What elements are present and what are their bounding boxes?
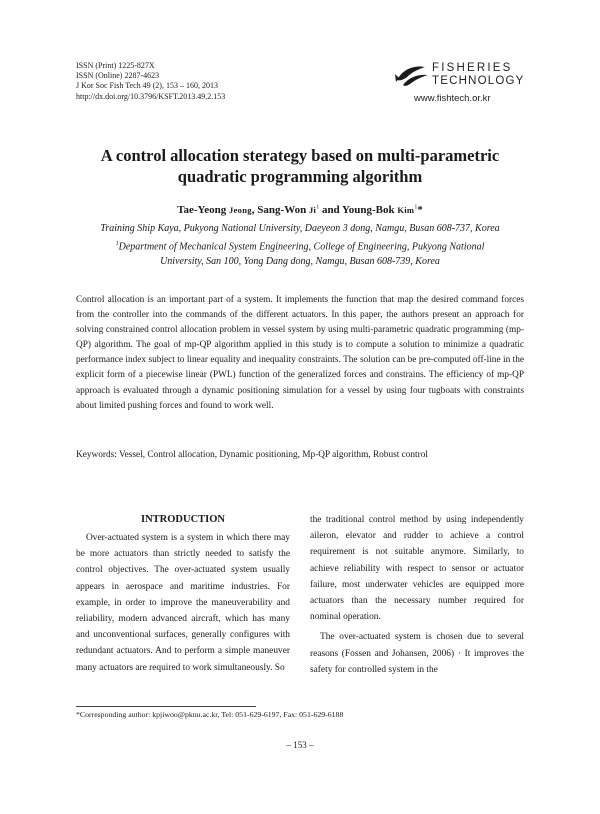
author-2-affiliation-mark: 1	[316, 204, 320, 211]
corresponding-author-footnote: *Corresponding author: kpjiwoo@pknu.ac.kr, Tel: 051-629-6197, Fax: 051-629-6188	[76, 710, 344, 719]
affiliation-2-text: Department of Mechanical System Engineering, College of Engineering, Pukyong National	[118, 240, 485, 252]
author-3-affiliation-mark: 1	[414, 204, 418, 211]
affiliation-2	[60, 237, 540, 255]
journal-website-link[interactable]: www.fishtech.or.kr	[414, 93, 491, 104]
affiliation-2-continued: University, San 100, Yong Dang dong, Namgu, Busan 608-739, Korea	[160, 256, 440, 268]
footnote-divider	[76, 706, 256, 707]
affiliation-2-mark: 1	[115, 240, 119, 247]
fish-logo-icon	[394, 60, 430, 90]
doi-link[interactable]: http://dx.doi.org/10.3796/KSFT.2013.49.2.153	[76, 91, 226, 101]
corresponding-author-mark: *	[417, 204, 423, 216]
keywords: Keywords: Vessel, Control allocation, Dynamic positioning, Mp-QP algorithm, Robust control	[76, 450, 428, 460]
author-3-family-name: Kim	[397, 205, 415, 215]
journal-logo	[394, 58, 524, 106]
logo-text-fisheries: FISHERIES	[432, 62, 513, 74]
affiliation-1: Training Ship Kaya, Pukyong National University, Daeyeon 3 dong, Namgu, Busan 608-737, Korea	[100, 223, 500, 234]
affiliations	[60, 221, 540, 270]
author-separator: and Young-Bok	[319, 204, 398, 216]
issn-print: ISSN (Print) 1225-827X	[76, 61, 155, 70]
title-line-1: A control allocation sterategy based on multi-parametric	[100, 146, 500, 165]
journal-reference: J Kor Soc Fish Tech 49 (2), 153 – 160, 2013	[76, 81, 218, 91]
author-1-family-name: Jeong	[229, 205, 252, 215]
body-column-right	[310, 512, 524, 678]
title-line-2: quadratic programming algorithm	[177, 167, 423, 186]
intro-paragraph-2: The over-actuated system is chosen due to several reasons (Fossen and Johansen, 2006) · It improves the safety for controlled system in the	[310, 632, 524, 675]
author-1-given-name: Tae-Yeong	[177, 204, 230, 216]
author-separator: , Sang-Won	[251, 204, 309, 216]
author-2-family-name: Ji	[308, 205, 317, 215]
journal-meta	[76, 61, 225, 102]
paper-title	[60, 145, 540, 187]
intro-paragraph-1-continued: the traditional control method by using independently aileron, elevator and rudder to achieve a control requirement is not suitable anymore. Similarly, to achieve reliability with respect to sensor or actuator failure, most underwater vehicles are equipped more actuators than the necessary number required for nominal operation.	[310, 515, 524, 623]
logo-text-technology: TECHNOLOGY	[432, 75, 525, 87]
body-column-left	[76, 512, 290, 676]
author-list	[60, 204, 540, 216]
page-number: – 153 –	[286, 740, 314, 750]
abstract: Control allocation is an important part of a system. It implements the function that map the desired command forces from the controller into the commands of the different actuators. In this paper, the authors present an approach for solving constrained control allocation problem in vessel system by using multi-parametric quadratic programming (mp-QP) algorithm. The goal of mp-QP algorithm applied in this study is to compute a solution to minimize a quadratic performance index subject to linear equality and inequality constraints. The solution can be pre-computed off-line in the explicit form of a piecewise linear (PWL) function of the generalized forces and constrains. The efficiency of mp-QP approach is evaluated through a dynamic positioning simulation for a vessel by using four tugboats with constraints about limited pushing forces and found to work well.	[76, 295, 524, 411]
section-heading-introduction: INTRODUCTION	[140, 514, 225, 525]
intro-paragraph-1: Over-actuated system is a system in which there may be more actuators than strictly needed to satisfy the control objectives. The over-actuated system usually appears in aerospace and maritime industries. For example, in order to improve the maneuverability and reliability, modern advanced aircraft, which has many and unconventional surfaces, generally configures with redundant actuators. And to perform a simple maneuver many actuators are required to work simultaneously. So	[76, 533, 290, 673]
issn-online: ISSN (Online) 2287-4623	[76, 71, 160, 81]
